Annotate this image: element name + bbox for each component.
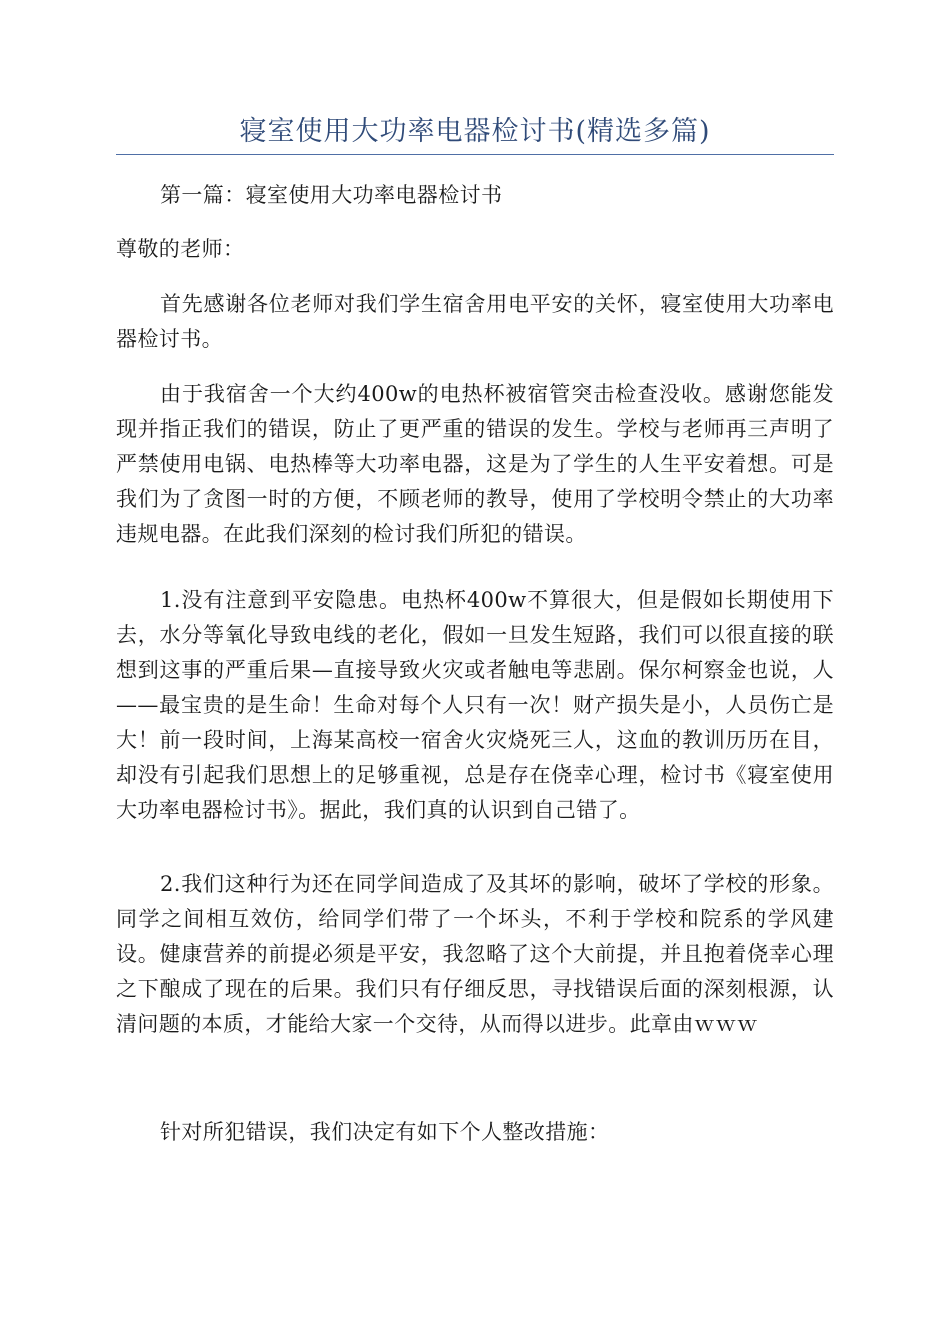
section-heading: 第一篇：寝室使用大功率电器检讨书 [160, 183, 503, 207]
document-title: 寝室使用大功率电器检讨书(精选多篇) [239, 116, 711, 147]
paragraph-intro: 首先感谢各位老师对我们学生宿舍用电平安的关怀，寝室使用大功率电器检讨书。 [116, 292, 834, 351]
paragraph-reason: 由于我宿舍一个大约400w的电热杯被宿管突击检查没收。感谢您能发现并指正我们的错误，防止了更严重的错误的发生。学校与老师再三声明了严禁使用电锅、电热棒等大功率电器，这是为了学生的人生平安着想。可是我们为了贪图一时的方便，不顾老师的教导，使用了学校明令禁止的大功率违规电器。在此我们深刻的检讨我们所犯的错误。 [116, 382, 834, 546]
paragraph-measures: 针对所犯错误，我们决定有如下个人整改措施： [160, 1120, 610, 1144]
title-underline [116, 154, 834, 155]
paragraph-point-2: 2.我们这种行为还在同学间造成了及其坏的影响，破坏了学校的形象。同学之间相互效仿，给同学们带了一个坏头，不利于学校和院系的学风建设。健康营养的前提必须是平安，我忽略了这个大前提，并且抱着侥幸心理之下酿成了现在的后果。我们只有仔细反思，寻找错误后面的深刻根源，认清问题的本质，才能给大家一个交待，从而得以进步。此章由ｗｗｗ [116, 872, 834, 1036]
paragraph-point-1: 1.没有注意到平安隐患。电热杯400w不算很大，但是假如长期使用下去，水分等氧化导致电线的老化，假如一旦发生短路，我们可以很直接的联想到这事的严重后果—直接导致火灾或者触电等悲剧。保尔柯察金也说，人——最宝贵的是生命！生命对每个人只有一次！财产损失是小，人员伤亡是大！前一段时间，上海某高校一宿舍火灾烧死三人，这血的教训历历在目，却没有引起我们思想上的足够重视，总是存在侥幸心理，检讨书《寝室使用大功率电器检讨书》。据此，我们真的认识到自己错了。 [116, 588, 834, 822]
salutation: 尊敬的老师： [116, 237, 245, 261]
